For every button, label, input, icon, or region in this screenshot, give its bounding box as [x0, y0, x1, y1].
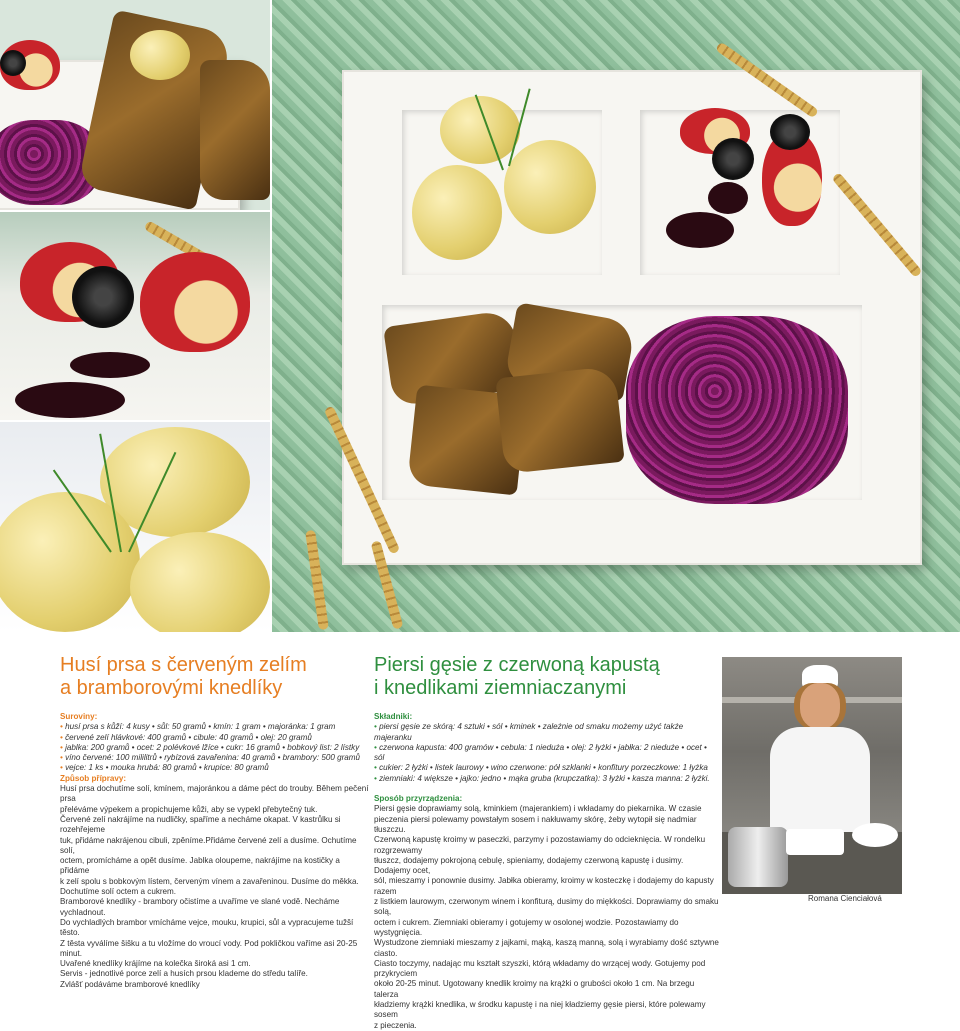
method-line: Dochutíme solí octem a cukrem.	[60, 887, 177, 897]
method-line: octem, promícháme a opět dusíme. Jablka oloupeme, nakrájíme na kostičky a přidáme	[60, 856, 340, 876]
photo-dumplings	[0, 422, 270, 632]
method-line: Servis - jednotlivé porce zelí a husích prsou klademe do středu talíře.	[60, 969, 308, 979]
dumpling	[412, 165, 502, 260]
sauce-drop	[666, 212, 734, 248]
method-heading: Způsob přípravy:	[60, 773, 127, 783]
blackberry	[72, 266, 134, 328]
goose-breast	[200, 60, 270, 200]
method-line: z pieczenia.	[374, 1020, 417, 1030]
method-line: Bramborové knedlíky - brambory očistíme a uvaříme ve slané vodě. Necháme vychladnout.	[60, 897, 340, 917]
recipe-title-cz: Husí prsa s červeným zelím a bramborovými knedlíky	[60, 654, 307, 699]
ingredients-line: • husí prsa s kůží: 4 kusy • sůl: 50 gramů • kmín: 1 gram • majoránka: 1 gram	[60, 722, 336, 732]
method-line: Z těsta vyválíme šišku a tu vložíme do vroucí vody. Pod pokličkou vaříme asi 20-25 minut.	[60, 938, 358, 958]
recipe-title-pl: Piersi gęsie z czerwoną kapustą i knedlikami ziemniaczanymi	[374, 654, 660, 699]
method-line: z listkiem laurowym, czerwonym winem i konfiturą, dusimy do miękkości. Doprawiamy do smaku solą,	[374, 897, 719, 917]
pot	[728, 827, 788, 887]
method-line: Ciasto toczymy, nadając mu kształt szyszki, którą wkładamy do wrzącej wody. Gotujemy pod przykryciem	[374, 958, 706, 979]
method-line: k zelí spolu s bobkovým lístem, červeným vínem a zavařeninou. Dusíme do měkka.	[60, 876, 359, 886]
photo-apple-garnish	[0, 212, 270, 420]
wheat-ear	[305, 530, 329, 630]
recipe-body-cz	[60, 712, 370, 990]
plate	[786, 829, 844, 855]
method-line: kładziemy krążki knedlika, w środku kapustę i na niej kładziemy gęsie piersi, które polewamy sosem	[374, 1000, 706, 1020]
ingredients-line: • czerwona kapusta: 400 gramów • cebula: 1 nieduża • olej: 2 łyżki • jabłka: 2 nieduże • ocet • sól	[374, 742, 707, 763]
ingredients-heading: Składniki:	[374, 712, 413, 721]
method-line: Husí prsa dochutíme solí, kmínem, majoránkou a dáme péct do trouby. Během pečení prsa	[60, 784, 369, 804]
method-line: Do vychladlých brambor vmícháme vejce, mouku, krupici, sůl a vypracujeme tužší těsto.	[60, 917, 354, 938]
method-line: přeléváme výpekem a propichujeme kůži, aby se vypekl přebytečný tuk.	[60, 804, 318, 814]
ingredients-line: • červené zelí hlávkové: 400 gramů • cibule: 40 gramů • olej: 20 gramů	[60, 732, 312, 742]
blackberry	[712, 138, 754, 180]
recipe-body-pl	[374, 712, 719, 1031]
method-line: Wystudzone ziemniaki mieszamy z jajkami, mąką, kaszą manną, solą i wyrabiamy dość sztywne ciasto.	[374, 938, 719, 958]
method-heading: Sposób przyrządzenia:	[374, 794, 463, 804]
method-line: tuk, přidáme nakrájenou cibuli, zpěníme.Přidáme červené zelí a dusíme. Ochutíme solí,	[60, 835, 357, 855]
ingredients-line: • piersi gęsie ze skórą: 4 sztuki • sól • kminek • zależnie od smaku możemy użyć także majeranku	[374, 722, 684, 742]
photo-main-dish	[272, 0, 960, 632]
method-line: pieczenia piersi polewamy powstałym sosem i nakłuwamy skórę, żeby wytopił się nadmiar tłuszczu.	[374, 814, 697, 834]
ingredients-line: • ziemniaki: 4 większe • jajko: jedno • mąka gruba (krupczatka): 3 łyżki • kasza manna: 2 łyżki.	[374, 773, 710, 783]
ingredients-line: • víno červené: 100 mililitrů • rybízová zavařenina: 40 gramů • brambory: 500 gramů	[60, 753, 361, 763]
ingredients-line: • cukier: 2 łyżki • listek laurowy • wino czerwone: pół szklanki • konfitury porzeczkowe: 1 łyżka	[374, 763, 708, 773]
dumpling	[0, 492, 140, 632]
sauce-drop	[708, 182, 748, 214]
plate	[852, 823, 898, 847]
photo-goose-closeup	[0, 0, 270, 210]
method-line: tłuszcz, dodajemy pokrojoną cebulę, spieniamy, dodajemy czerwoną kapustę i dusimy. Dodajemy ocet,	[374, 855, 684, 876]
dumpling	[130, 30, 190, 80]
method-line: sól, mieszamy i ponownie dusimy. Jabłka obieramy, kroimy w kosteczkę i dodajemy do kapusty razem	[374, 876, 714, 896]
red-cabbage	[626, 316, 848, 504]
ingredients-heading: Suroviny:	[60, 712, 98, 721]
photo-chef	[722, 657, 902, 894]
apple-slice	[140, 252, 250, 352]
dumpling	[504, 140, 596, 234]
ingredients-line: • jablka: 200 gramů • ocet: 2 polévkové lžíce • cukr: 16 gramů • bobkový list: 2 lístky	[60, 742, 360, 752]
method-line: Piersi gęsie doprawiamy solą, kminkiem (majerankiem) i wkładamy do piekarnika. W czasie	[374, 804, 702, 814]
method-line: Zvlášť podáváme bramborové knedlíky	[60, 979, 200, 989]
chef-face	[800, 683, 840, 729]
chef-caption: Romana Cienciałová	[808, 894, 882, 903]
method-line: octem i cukrem. Ziemniaki obieramy i gotujemy w osolonej wodzie. Pozostawiamy do wystygnięcia.	[374, 917, 679, 937]
blackberry	[770, 114, 810, 150]
dumpling	[130, 532, 270, 632]
sauce-drop	[70, 352, 150, 378]
goose-breast	[495, 366, 624, 474]
blackberry	[0, 50, 26, 76]
method-line: Červené zelí nakrájíme na nudličky, spaříme a necháme okapat. V kastrůlku si rozehřejeme	[60, 814, 341, 835]
ingredients-line: • vejce: 1 ks • mouka hrubá: 80 gramů • krupice: 80 gramů	[60, 763, 269, 773]
method-line: Uvařené knedlíky krájíme na kolečka široká asi 1 cm.	[60, 959, 251, 969]
method-line: Czerwoną kapustę kroimy w paseczki, parzymy i pozostawiamy do odcieknięcia. W rondelku rozgrzewamy	[374, 835, 706, 855]
sauce-drop	[15, 382, 125, 418]
method-line: około 20-25 minut. Ugotowany knedlik kroimy na krążki o grubości około 1 cm. Na brzegu talerza	[374, 979, 695, 999]
